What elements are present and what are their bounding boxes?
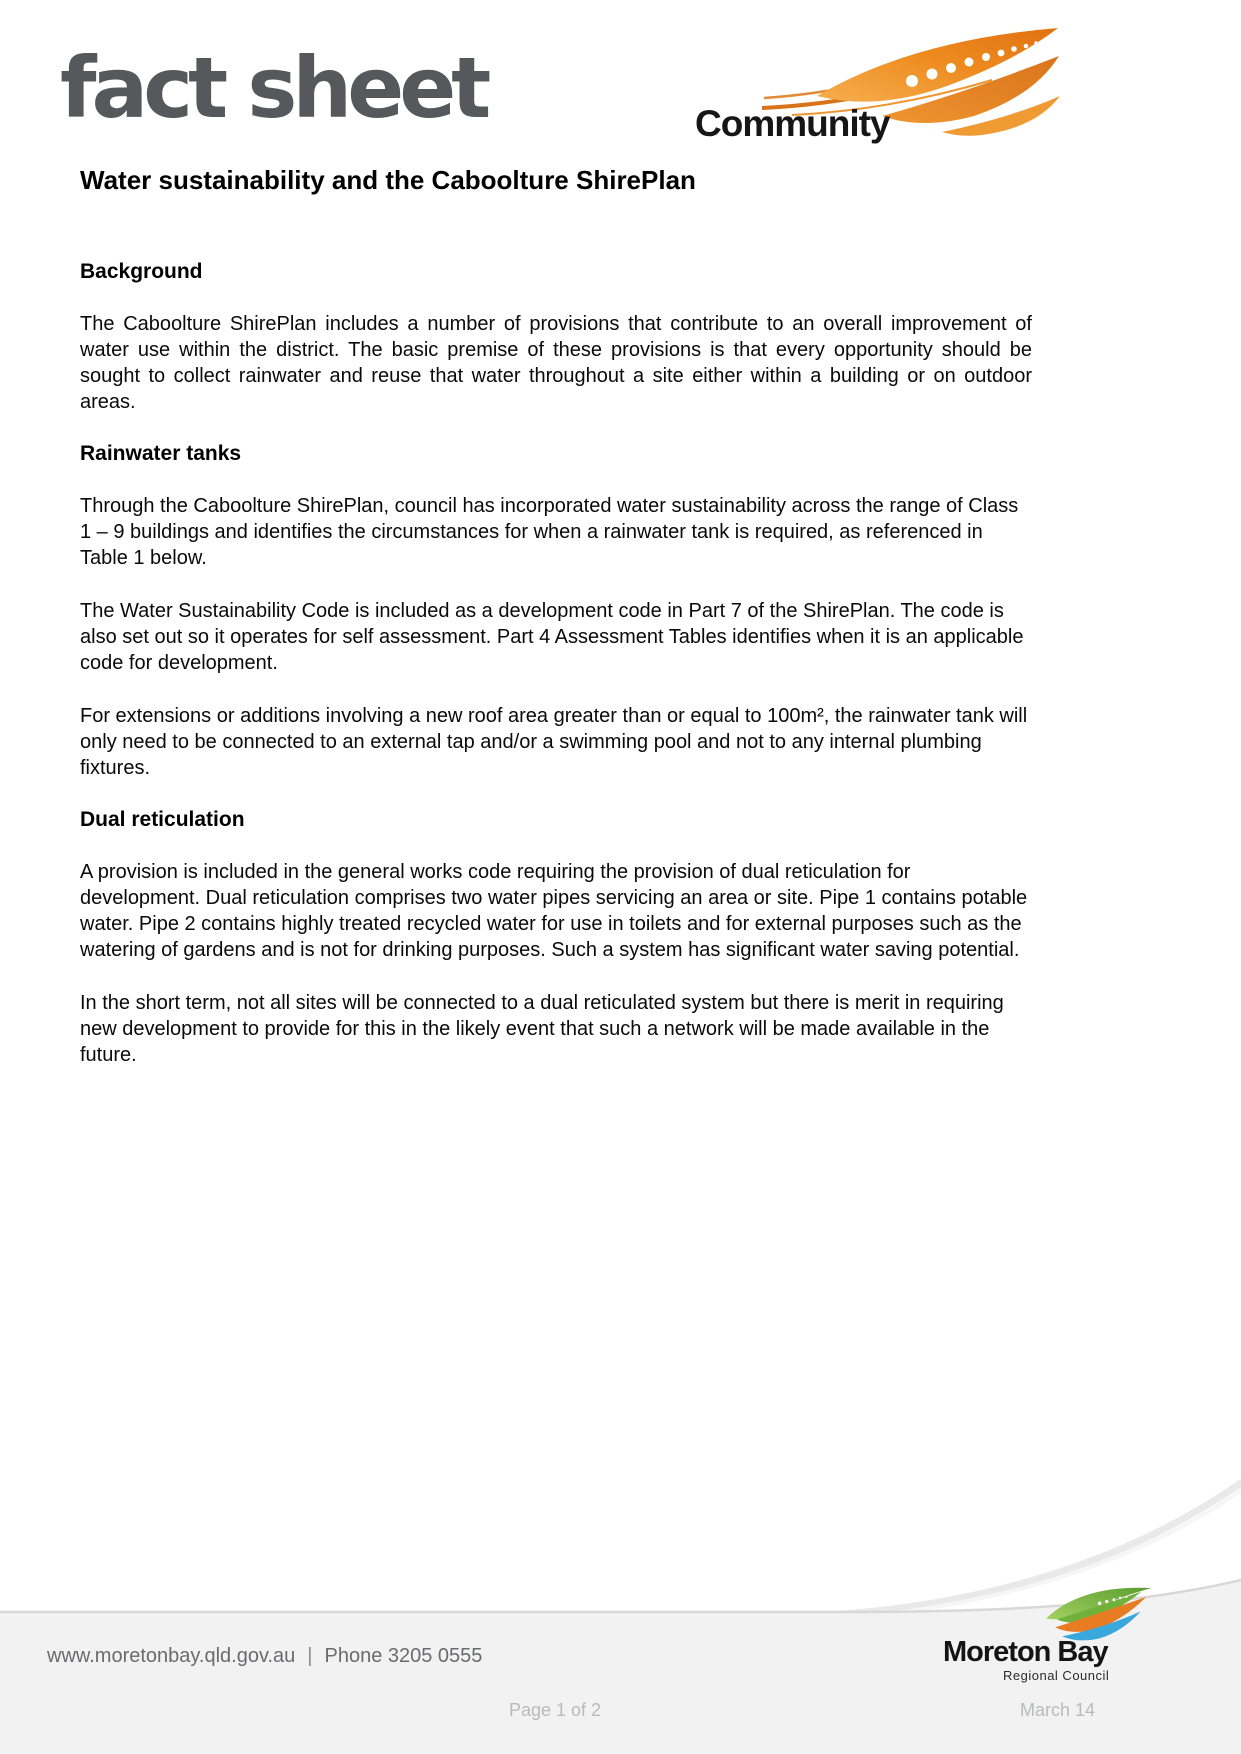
footer-separator: | [307, 1645, 313, 1667]
section-heading-background: Background [80, 260, 203, 283]
section-heading-rainwater-tanks: Rainwater tanks [80, 442, 242, 465]
date-label: March 14 [1019, 1700, 1095, 1720]
paragraph-rainwater-1: Through the Caboolture ShirePlan, council has incorporated water sustainability across the range of Class 1 – 9 buildings and identifies the circumstances for when a rainwater tank is required, as referenced in Table 1 below. [80, 495, 1019, 569]
moreton-bay-logo [935, 1578, 1135, 1683]
fact-sheet-logo: fact sheet [60, 39, 487, 137]
footer-phone: Phone 3205 0555 [324, 1645, 483, 1667]
footer-website: www.moretonbay.qld.gov.au [47, 1645, 296, 1667]
paragraph-background-1: The Caboolture ShirePlan includes a number of provisions that contribute to an overall improvement of water use within the district. The basic premise of these provisions is that every opportunity should be sought to collect rainwater and reuse that water throughout a site either within a building or on outdoor areas. [80, 313, 1032, 413]
page-title: Water sustainability and the Caboolture ShirePlan [80, 165, 696, 195]
footer-contact [47, 1645, 482, 1668]
paragraph-dual-2: In the short term, not all sites will be connected to a dual reticulated system but there is merit in requiring new development to provide for this in the likely event that such a network will be made available in the future. [80, 992, 1004, 1066]
paragraph-rainwater-3: For extensions or additions involving a new roof area greater than or equal to 100m², the rainwater tank will only need to be connected to an external tap and/or a swimming pool and not to any internal plumbing fixtures. [80, 705, 1028, 779]
section-heading-dual-reticulation: Dual reticulation [80, 808, 245, 831]
community-logo [690, 18, 1070, 148]
paragraph-dual-1: A provision is included in the general works code requiring the provision of dual reticulation for development. Dual reticulation comprises two water pipes servicing an area or site. Pipe 1 contains potable water. Pipe 2 contains highly treated recycled water for use in toilets and for external purposes such as the watering of gardens and is not for drinking purposes. Such a system has significant water saving potential. [80, 861, 1028, 961]
paragraph-rainwater-2: The Water Sustainability Code is included as a development code in Part 7 of the ShirePlan. The code is also set out so it operates for self assessment. Part 4 Assessment Tables identifies when it is an applicable code for development. [80, 600, 1024, 674]
page-number: Page 1 of 2 [508, 1700, 602, 1720]
moreton-bay-logo-title: Moreton Bay [943, 1636, 1108, 1668]
community-logo-text: Community [695, 103, 890, 144]
moreton-bay-logo-subtitle: Regional Council [1003, 1668, 1110, 1683]
document-body [80, 165, 1032, 1095]
